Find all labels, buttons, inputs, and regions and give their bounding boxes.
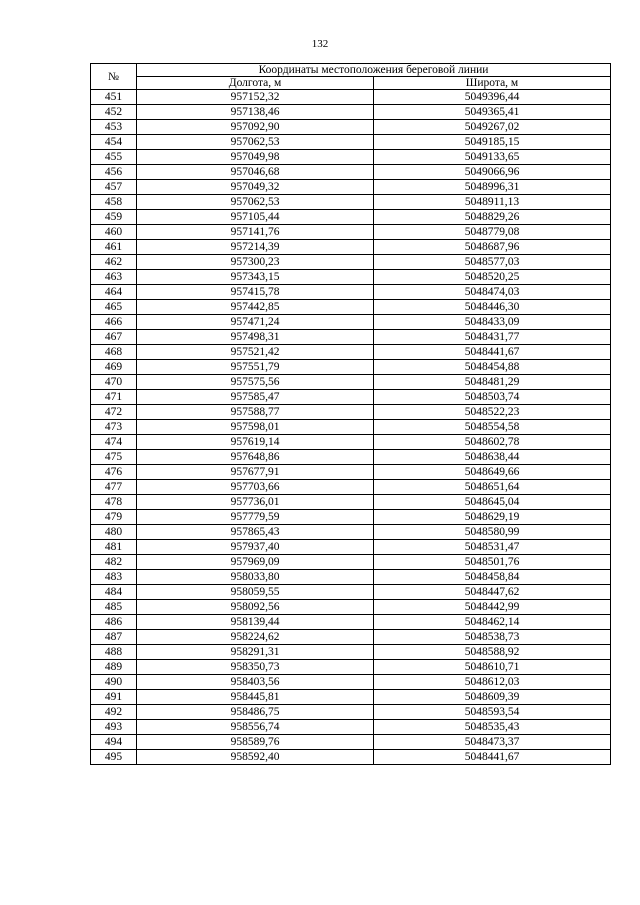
latitude-cell: 5048580,99 (374, 525, 611, 540)
longitude-cell: 957648,86 (137, 450, 374, 465)
longitude-cell: 957498,31 (137, 330, 374, 345)
page-number: 132 (311, 38, 329, 50)
latitude-cell: 5048602,78 (374, 435, 611, 450)
table-row (91, 360, 611, 375)
longitude-cell: 957214,39 (137, 240, 374, 255)
latitude-cell: 5048431,77 (374, 330, 611, 345)
longitude-cell: 957049,98 (137, 150, 374, 165)
latitude-cell: 5048609,39 (374, 690, 611, 705)
longitude-cell: 958092,56 (137, 600, 374, 615)
row-number-cell: 490 (91, 675, 137, 690)
table-row (91, 465, 611, 480)
table-row (91, 315, 611, 330)
table-row (91, 420, 611, 435)
row-number-cell: 451 (91, 90, 137, 105)
longitude-cell: 957049,32 (137, 180, 374, 195)
latitude-cell: 5049133,65 (374, 150, 611, 165)
latitude-cell: 5048629,19 (374, 510, 611, 525)
row-number-cell: 475 (91, 450, 137, 465)
latitude-cell: 5048577,03 (374, 255, 611, 270)
table-row (91, 660, 611, 675)
row-number-cell: 481 (91, 540, 137, 555)
latitude-cell: 5048554,58 (374, 420, 611, 435)
table-row (91, 480, 611, 495)
longitude-cell: 957138,46 (137, 105, 374, 120)
latitude-cell: 5048473,37 (374, 735, 611, 750)
longitude-cell: 957736,01 (137, 495, 374, 510)
longitude-cell: 957865,43 (137, 525, 374, 540)
table-row (91, 690, 611, 705)
table-row (91, 525, 611, 540)
longitude-cell: 957588,77 (137, 405, 374, 420)
longitude-cell: 957092,90 (137, 120, 374, 135)
latitude-cell: 5048441,67 (374, 345, 611, 360)
row-number-cell: 482 (91, 555, 137, 570)
longitude-cell: 958403,56 (137, 675, 374, 690)
latitude-cell: 5048535,43 (374, 720, 611, 735)
longitude-cell: 957046,68 (137, 165, 374, 180)
table-row (91, 540, 611, 555)
row-number-cell: 458 (91, 195, 137, 210)
longitude-cell: 957471,24 (137, 315, 374, 330)
row-number-cell: 477 (91, 480, 137, 495)
longitude-cell: 957779,59 (137, 510, 374, 525)
row-number-cell: 457 (91, 180, 137, 195)
latitude-cell: 5048996,31 (374, 180, 611, 195)
longitude-cell: 957062,53 (137, 135, 374, 150)
latitude-cell: 5048779,08 (374, 225, 611, 240)
row-number-cell: 473 (91, 420, 137, 435)
row-number-cell: 461 (91, 240, 137, 255)
table-row (91, 285, 611, 300)
row-number-cell: 469 (91, 360, 137, 375)
table-row (91, 735, 611, 750)
table-row (91, 495, 611, 510)
latitude-cell: 5048481,29 (374, 375, 611, 390)
longitude-cell: 958033,80 (137, 570, 374, 585)
longitude-cell: 957415,78 (137, 285, 374, 300)
row-number-cell: 464 (91, 285, 137, 300)
row-number-cell: 491 (91, 690, 137, 705)
longitude-cell: 957937,40 (137, 540, 374, 555)
row-number-cell: 495 (91, 750, 137, 765)
header-latitude: Широта, м (374, 77, 611, 90)
header-coordinates-group: Координаты местоположения береговой линии (137, 64, 611, 77)
latitude-cell: 5048651,64 (374, 480, 611, 495)
row-number-cell: 452 (91, 105, 137, 120)
table-body (91, 90, 611, 765)
latitude-cell: 5048829,26 (374, 210, 611, 225)
row-number-cell: 468 (91, 345, 137, 360)
row-number-cell: 459 (91, 210, 137, 225)
latitude-cell: 5048462,14 (374, 615, 611, 630)
latitude-cell: 5048433,09 (374, 315, 611, 330)
table-header (91, 64, 611, 90)
latitude-cell: 5049066,96 (374, 165, 611, 180)
table-row (91, 630, 611, 645)
latitude-cell: 5048503,74 (374, 390, 611, 405)
latitude-cell: 5048645,04 (374, 495, 611, 510)
row-number-cell: 489 (91, 660, 137, 675)
table-row (91, 165, 611, 180)
longitude-cell: 957969,09 (137, 555, 374, 570)
row-number-cell: 493 (91, 720, 137, 735)
row-number-cell: 492 (91, 705, 137, 720)
latitude-cell: 5048649,66 (374, 465, 611, 480)
longitude-cell: 957343,15 (137, 270, 374, 285)
table-row (91, 240, 611, 255)
row-number-cell: 463 (91, 270, 137, 285)
row-number-cell: 479 (91, 510, 137, 525)
latitude-cell: 5048447,62 (374, 585, 611, 600)
table-row (91, 120, 611, 135)
longitude-cell: 957521,42 (137, 345, 374, 360)
row-number-cell: 485 (91, 600, 137, 615)
latitude-cell: 5048610,71 (374, 660, 611, 675)
table-row (91, 195, 611, 210)
table-row (91, 510, 611, 525)
table-row (91, 255, 611, 270)
row-number-cell: 494 (91, 735, 137, 750)
latitude-cell: 5048687,96 (374, 240, 611, 255)
latitude-cell: 5048612,03 (374, 675, 611, 690)
row-number-cell: 454 (91, 135, 137, 150)
longitude-cell: 957062,53 (137, 195, 374, 210)
table-row (91, 150, 611, 165)
table-row (91, 135, 611, 150)
longitude-cell: 958592,40 (137, 750, 374, 765)
latitude-cell: 5048520,25 (374, 270, 611, 285)
row-number-cell: 465 (91, 300, 137, 315)
table-row (91, 345, 611, 360)
row-number-cell: 472 (91, 405, 137, 420)
header-longitude: Долгота, м (137, 77, 374, 90)
row-number-cell: 455 (91, 150, 137, 165)
latitude-cell: 5048522,23 (374, 405, 611, 420)
longitude-cell: 957105,44 (137, 210, 374, 225)
row-number-cell: 483 (91, 570, 137, 585)
latitude-cell: 5048442,99 (374, 600, 611, 615)
latitude-cell: 5048501,76 (374, 555, 611, 570)
row-number-cell: 462 (91, 255, 137, 270)
table-row (91, 105, 611, 120)
table-row (91, 300, 611, 315)
table-row (91, 450, 611, 465)
longitude-cell: 957619,14 (137, 435, 374, 450)
row-number-cell: 488 (91, 645, 137, 660)
table-row (91, 405, 611, 420)
row-number-cell: 460 (91, 225, 137, 240)
longitude-cell: 957598,01 (137, 420, 374, 435)
latitude-cell: 5048446,30 (374, 300, 611, 315)
row-number-cell: 467 (91, 330, 137, 345)
table-row (91, 720, 611, 735)
table-row (91, 570, 611, 585)
longitude-cell: 957442,85 (137, 300, 374, 315)
table-row (91, 705, 611, 720)
row-number-cell: 456 (91, 165, 137, 180)
table-row (91, 645, 611, 660)
table-row (91, 615, 611, 630)
latitude-cell: 5048588,92 (374, 645, 611, 660)
table-row (91, 90, 611, 105)
row-number-cell: 453 (91, 120, 137, 135)
longitude-cell: 958224,62 (137, 630, 374, 645)
latitude-cell: 5048531,47 (374, 540, 611, 555)
latitude-cell: 5048474,03 (374, 285, 611, 300)
longitude-cell: 958445,81 (137, 690, 374, 705)
longitude-cell: 957300,23 (137, 255, 374, 270)
latitude-cell: 5048593,54 (374, 705, 611, 720)
table-row (91, 180, 611, 195)
longitude-cell: 957585,47 (137, 390, 374, 405)
row-number-cell: 466 (91, 315, 137, 330)
longitude-cell: 958059,55 (137, 585, 374, 600)
row-number-cell: 476 (91, 465, 137, 480)
longitude-cell: 957551,79 (137, 360, 374, 375)
table-row (91, 270, 611, 285)
latitude-cell: 5049267,02 (374, 120, 611, 135)
table-row (91, 435, 611, 450)
header-number: № (91, 64, 137, 90)
longitude-cell: 957677,91 (137, 465, 374, 480)
row-number-cell: 480 (91, 525, 137, 540)
coordinates-table (90, 63, 611, 765)
latitude-cell: 5049365,41 (374, 105, 611, 120)
latitude-cell: 5048538,73 (374, 630, 611, 645)
latitude-cell: 5048638,44 (374, 450, 611, 465)
latitude-cell: 5049185,15 (374, 135, 611, 150)
row-number-cell: 486 (91, 615, 137, 630)
row-number-cell: 487 (91, 630, 137, 645)
longitude-cell: 958486,75 (137, 705, 374, 720)
row-number-cell: 471 (91, 390, 137, 405)
longitude-cell: 958556,74 (137, 720, 374, 735)
table-row (91, 555, 611, 570)
table-row (91, 585, 611, 600)
row-number-cell: 484 (91, 585, 137, 600)
latitude-cell: 5049396,44 (374, 90, 611, 105)
longitude-cell: 958350,73 (137, 660, 374, 675)
table-row (91, 210, 611, 225)
row-number-cell: 470 (91, 375, 137, 390)
longitude-cell: 957575,56 (137, 375, 374, 390)
table-row (91, 330, 611, 345)
table-row (91, 750, 611, 765)
latitude-cell: 5048441,67 (374, 750, 611, 765)
longitude-cell: 957152,32 (137, 90, 374, 105)
latitude-cell: 5048458,84 (374, 570, 611, 585)
table-row (91, 375, 611, 390)
row-number-cell: 474 (91, 435, 137, 450)
longitude-cell: 958291,31 (137, 645, 374, 660)
longitude-cell: 957703,66 (137, 480, 374, 495)
row-number-cell: 478 (91, 495, 137, 510)
table-row (91, 225, 611, 240)
longitude-cell: 958139,44 (137, 615, 374, 630)
latitude-cell: 5048454,88 (374, 360, 611, 375)
longitude-cell: 958589,76 (137, 735, 374, 750)
table-row (91, 675, 611, 690)
table-row (91, 390, 611, 405)
longitude-cell: 957141,76 (137, 225, 374, 240)
latitude-cell: 5048911,13 (374, 195, 611, 210)
table-row (91, 600, 611, 615)
